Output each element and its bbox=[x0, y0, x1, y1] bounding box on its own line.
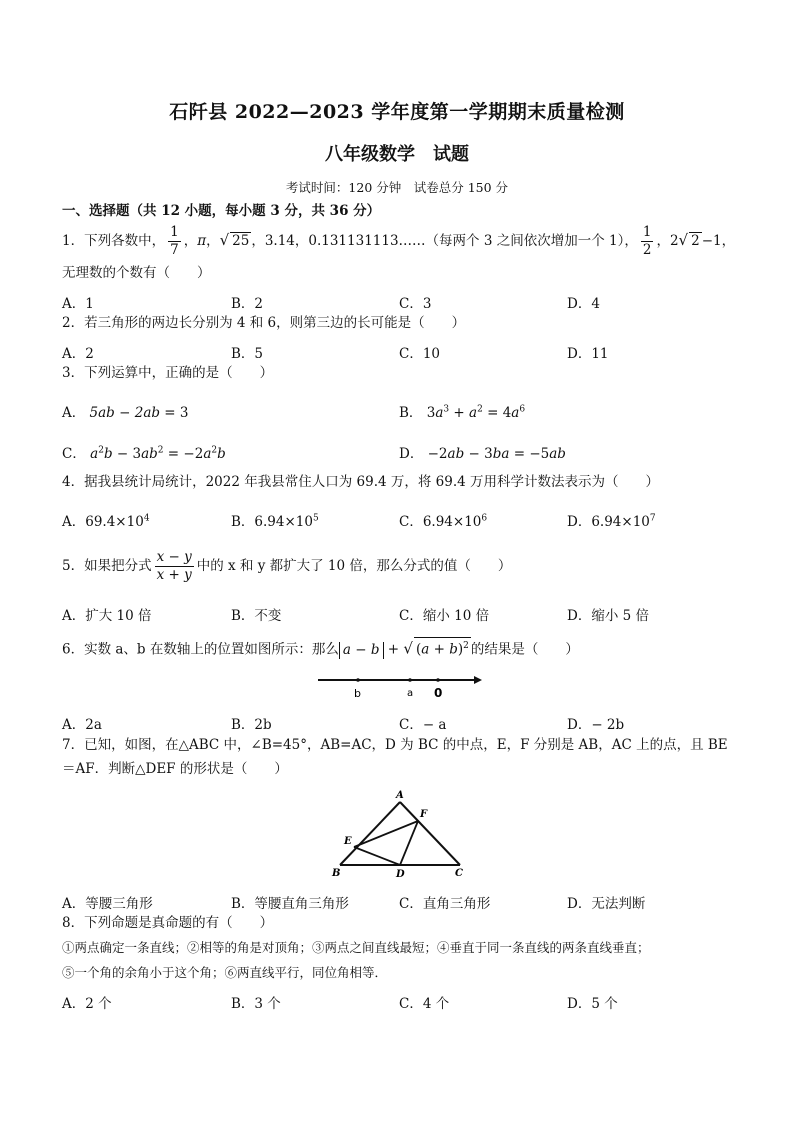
question-3: 3．下列运算中，正确的是（ ） bbox=[62, 365, 274, 381]
question-6: 6．实数 a、b 在数轴上的位置如图所示：那么 a − b + √ $(a + b)^2$ 的结果是（ ） bbox=[62, 637, 579, 659]
q8-option-d[interactable]: D．5 个 bbox=[567, 996, 618, 1012]
q8-option-c[interactable]: C．4 个 bbox=[399, 996, 450, 1012]
q2-option-c[interactable]: C．10 bbox=[399, 346, 441, 362]
segment-ed bbox=[354, 847, 400, 865]
question-5: 5．如果把分式 $\frac{x - y}{x + y}$ 中的 x 和 y 都扩大了 10 倍，那么分式的值（ ） bbox=[62, 549, 512, 583]
q6-option-b[interactable]: B．2b bbox=[231, 717, 272, 733]
triangle-figure bbox=[326, 785, 470, 880]
section-choice-title: 一、选择题（共 12 小题，每小题 3 分，共 36 分） bbox=[62, 203, 381, 219]
number-314: 3.14 bbox=[264, 233, 295, 249]
fraction-one-half: $\frac{1}{2}$ bbox=[642, 224, 652, 258]
q6-option-a[interactable]: A．2a bbox=[62, 717, 102, 733]
sqrt-icon: √ bbox=[403, 639, 413, 658]
q3-option-a[interactable]: A． 5ab − 2ab = 3 bbox=[62, 405, 189, 421]
question-1: 1．下列各数中， $\frac{1}{7}$ ，π，√ 25 ，3.14，0.131131113……（每两个 3 之间依次增加一个 1）， $\frac{1}{2}$ ，2√ 2 −1， bbox=[62, 224, 736, 258]
q2-option-b[interactable]: B．5 bbox=[231, 346, 264, 362]
q5-option-a[interactable]: A．扩大 10 倍 bbox=[62, 608, 152, 624]
vertex-label-b: B bbox=[332, 868, 341, 879]
q4-option-d[interactable]: D．$6.94\times 10^7$ bbox=[567, 513, 656, 530]
q5-option-b[interactable]: B．不变 bbox=[231, 608, 282, 624]
number-line-figure bbox=[314, 670, 484, 704]
abs-a-minus-b: a − b bbox=[339, 642, 384, 659]
q4-option-a[interactable]: A．$69.4\times 10^4$ bbox=[62, 513, 150, 530]
q5-option-d[interactable]: D．缩小 5 倍 bbox=[567, 608, 649, 624]
q2-option-a[interactable]: A．2 bbox=[62, 346, 94, 362]
q1-option-d[interactable]: D．4 bbox=[567, 296, 600, 312]
exam-info: 考试时间：120 分钟 试卷总分 150 分 bbox=[285, 180, 509, 195]
q2-option-d[interactable]: D．11 bbox=[567, 346, 609, 362]
q1-option-c[interactable]: C．3 bbox=[399, 296, 432, 312]
q7-option-a[interactable]: A．等腰三角形 bbox=[62, 896, 153, 912]
question-8-line-3: ⑤一个角的余角小于这个角；⑥两直线平行，同位角相等． bbox=[62, 965, 388, 980]
segment-ab bbox=[340, 802, 400, 865]
q1-option-a[interactable]: A．1 bbox=[62, 296, 94, 312]
fraction-one-seventh: $\frac{1}{7}$ bbox=[170, 224, 179, 258]
q6-option-c[interactable]: C．− a bbox=[399, 717, 447, 733]
q7-option-d[interactable]: D．无法判断 bbox=[567, 896, 646, 912]
question-8: 8．下列命题是真命题的有（ ） bbox=[62, 915, 274, 931]
question-7-line-1: 7．已知，如图，在△ABC 中，∠B=45°，AB=AC，D 为 BC 的中点，E，F 分别是 AB，AC 上的点，且 BE bbox=[62, 737, 728, 753]
q7-option-b[interactable]: B．等腰直角三角形 bbox=[231, 896, 349, 912]
vertex-label-c: C bbox=[455, 868, 463, 879]
sqrt-25: 25 bbox=[232, 233, 250, 249]
q3-option-b[interactable]: B． $3a^3 + a^2 = 4a^6$ bbox=[399, 404, 526, 421]
vertex-label-a: A bbox=[396, 790, 404, 801]
fraction-x-minus-y-over-x-plus-y: $\frac{x - y}{x + y}$ bbox=[156, 549, 192, 583]
q7-option-c[interactable]: C．直角三角形 bbox=[399, 896, 491, 912]
exam-subtitle: 八年级数学 试题 bbox=[325, 144, 469, 165]
question-4: 4．据我县统计局统计，2022 年我县常住人口为 69.4 万，将 69.4 万用科学计数法表示为（ ） bbox=[62, 474, 660, 490]
sqrt-icon: √ bbox=[678, 231, 689, 249]
pi-symbol: π bbox=[197, 233, 207, 249]
point-zero-marker bbox=[436, 678, 440, 682]
q6-option-d[interactable]: D．− 2b bbox=[567, 717, 625, 733]
label-zero: 0 bbox=[434, 686, 443, 700]
question-8-line-2: ①两点确定一条直线；②相等的角是对顶角；③两点之间直线最短；④垂直于同一条直线的两条直线垂直； bbox=[62, 940, 650, 955]
vertex-label-f: F bbox=[420, 809, 428, 820]
q5-option-c[interactable]: C．缩小 10 倍 bbox=[399, 608, 490, 624]
exam-title: 石阡县 2022—2023 学年度第一学期期末质量检测 bbox=[169, 101, 625, 123]
question-7-line-2: ＝AF．判断△DEF 的形状是（ ） bbox=[62, 761, 288, 777]
sqrt-icon: √ bbox=[219, 231, 230, 249]
vertex-label-d: D bbox=[396, 869, 405, 880]
point-a-marker bbox=[408, 678, 412, 682]
q4-option-b[interactable]: B．$6.94\times 10^5$ bbox=[231, 513, 319, 530]
label-b: b bbox=[354, 687, 361, 700]
two-sqrt-two-minus-one: 2√ 2 −1 bbox=[669, 231, 722, 249]
q4-option-c[interactable]: C．$6.94\times 10^6$ bbox=[399, 513, 488, 530]
q8-option-a[interactable]: A．2 个 bbox=[62, 996, 112, 1012]
q3-option-c[interactable]: C． $a^2b - 3ab^2 = -2a^2b$ bbox=[62, 445, 226, 462]
question-1-prefix: 1．下列各数中， bbox=[62, 233, 166, 249]
label-a: a bbox=[407, 688, 414, 699]
q1-option-b[interactable]: B．2 bbox=[231, 296, 264, 312]
question-2: 2．若三角形的两边长分别为 4 和 6，则第三边的长可能是（ ） bbox=[62, 315, 466, 331]
segment-ac bbox=[400, 802, 460, 865]
number-line-arrow-icon bbox=[474, 676, 482, 684]
sqrt-a-plus-b-squared: $(a + b)^2$ bbox=[414, 637, 471, 659]
vertex-label-e: E bbox=[344, 836, 352, 847]
repeating-decimal: 0.131131113……（每两个 3 之间依次增加一个 1） bbox=[308, 233, 625, 249]
q8-option-b[interactable]: B．3 个 bbox=[231, 996, 281, 1012]
point-b-marker bbox=[356, 678, 360, 682]
question-1-line-2: 无理数的个数有（ ） bbox=[62, 265, 211, 281]
q3-option-d[interactable]: D． −2ab − 3ba = −5ab bbox=[399, 446, 566, 462]
